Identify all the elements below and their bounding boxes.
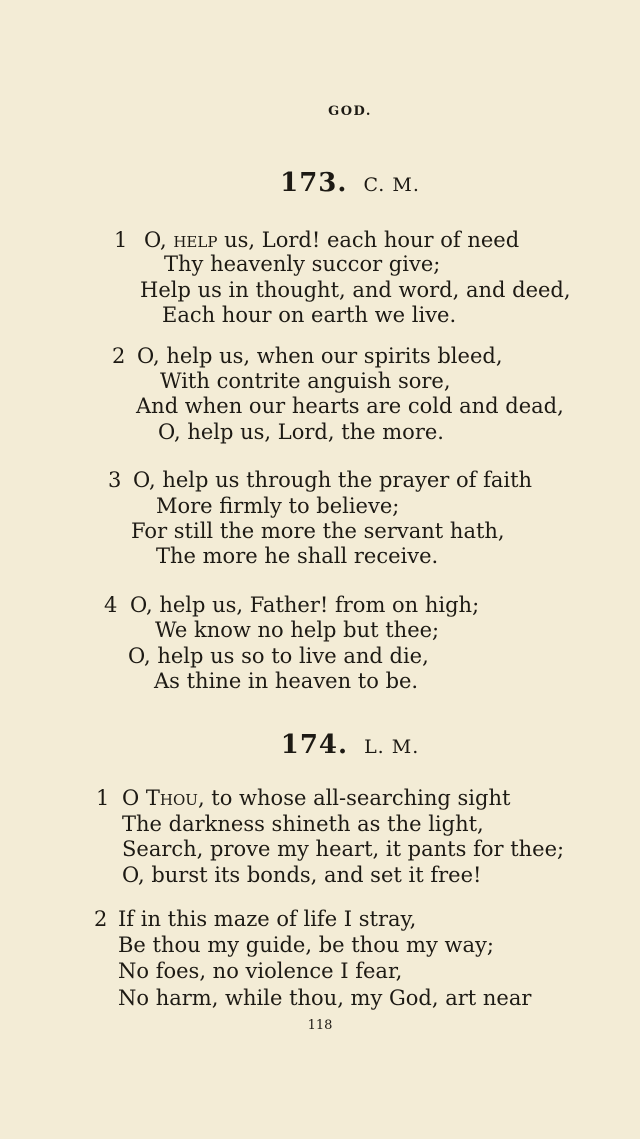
hymn-number: 173.	[280, 168, 348, 198]
hymn-174-heading	[0, 730, 640, 760]
hymn-173-heading	[0, 168, 640, 198]
verse-line: Help us in thought, and word, and deed,	[140, 278, 571, 302]
verse-line: If in this maze of life I stray,	[118, 907, 417, 931]
verse-line: O Thou, to whose all-searching sight	[122, 786, 511, 810]
hymn-meter: C. M.	[363, 174, 420, 196]
verse-line: No foes, no violence I fear,	[118, 959, 403, 983]
page-number: 118	[307, 1018, 333, 1033]
hymn-meter: L. M.	[364, 736, 420, 758]
verse-line: O, help us, Lord! each hour of need	[144, 228, 520, 252]
verse-line: More firmly to believe;	[156, 494, 400, 518]
verse-line: O, help us, when our spirits bleed,	[137, 344, 503, 368]
verse-line: O, help us through the prayer of faith	[133, 468, 533, 492]
verse-line: Search, prove my heart, it pants for thee;	[122, 837, 565, 861]
verse-number: 1	[96, 786, 110, 810]
verse-line: Thy heavenly succor give;	[164, 252, 441, 276]
verse-line: We know no help but thee;	[155, 618, 440, 642]
verse-number: 1	[114, 228, 128, 252]
verse-number: 2	[94, 907, 108, 931]
verse-line: O, help us, Lord, the more.	[158, 420, 444, 444]
verse-line: And when our hearts are cold and dead,	[136, 394, 564, 418]
verse-line: The more he shall receive.	[156, 544, 439, 568]
verse-line: Each hour on earth we live.	[162, 303, 457, 327]
verse-line: O, help us, Father! from on high;	[130, 593, 480, 617]
verse-line: For still the more the servant hath,	[131, 519, 505, 543]
verse-line: O, burst its bonds, and set it free!	[122, 863, 482, 887]
verse-number: 3	[108, 468, 122, 492]
running-head: GOD.	[328, 104, 372, 119]
verse-number: 2	[112, 344, 126, 368]
verse-line: O, help us so to live and die,	[128, 644, 429, 668]
verse-line: Be thou my guide, be thou my way;	[118, 933, 494, 957]
verse-line: With contrite anguish sore,	[160, 369, 451, 393]
verse-line: The darkness shineth as the light,	[122, 812, 484, 836]
hymn-number: 174.	[280, 730, 349, 760]
verse-line: No harm, while thou, my God, art near	[118, 986, 532, 1010]
verse-number: 4	[104, 593, 118, 617]
verse-line: As thine in heaven to be.	[154, 669, 419, 693]
